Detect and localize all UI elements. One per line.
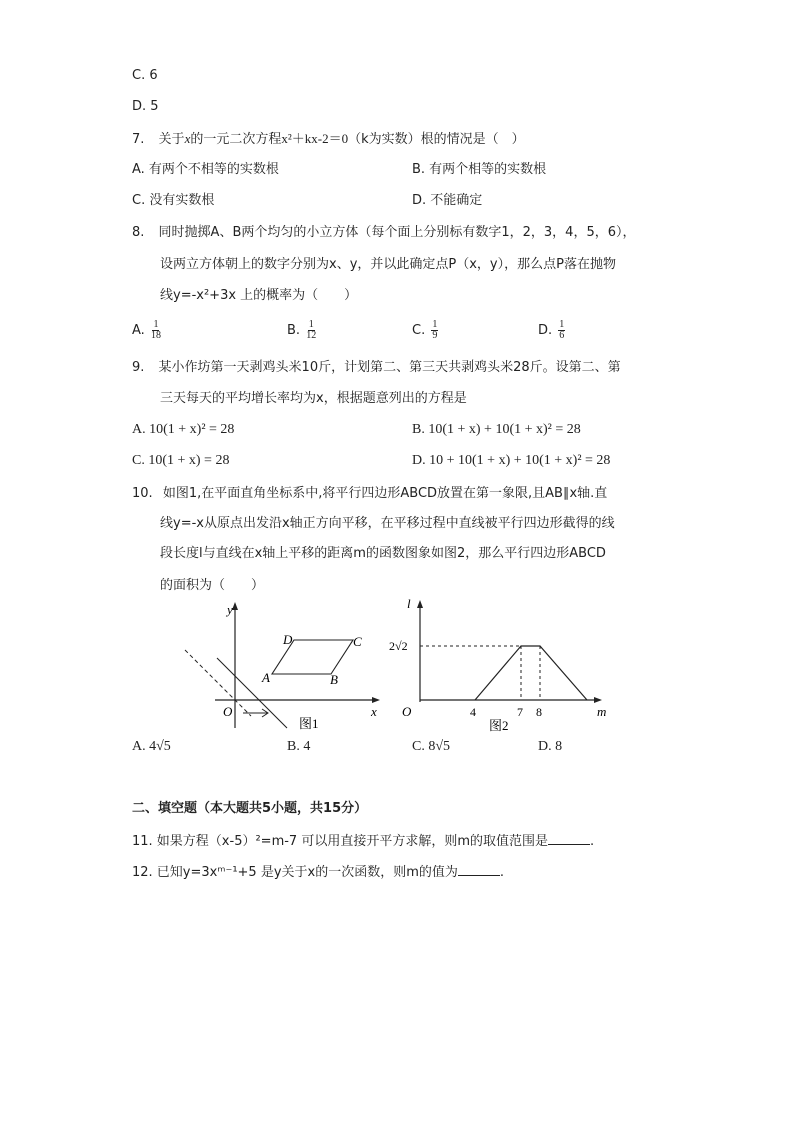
q10-number: 10. [132,486,153,501]
fig1-point-c: C [353,634,362,649]
q9-line2: 三天每天的平均增长率均为x，根据题意列出的方程是 [160,391,467,406]
q9-option-c: C. 10(1 + x) = 28 [132,453,230,468]
fig2-m-label: m [597,704,607,719]
q7-option-a: A. 有两个不相等的实数根 [132,162,279,177]
q8-option-d [538,320,565,341]
q8-d-num: 1 [559,319,565,330]
q8-a-fraction [151,320,161,341]
q8-line3: 线y=-x²+3x 上的概率为（ ） [160,288,358,303]
q12-text: 12. 已知y=3xᵐ⁻¹+5 是y关于x的一次函数，则m的值为 [132,865,458,880]
fig1-y-label: y [227,602,233,617]
fig1-point-d: D [283,632,293,647]
q8-text-1: 同时抛掷A、B两个均匀的小立方体（每个面上分别标有数字1，2，3，4，5，6）， [158,225,636,240]
q10-text-1: 如图1,在平面直角坐标系中,将平行四边形ABCD放置在第一象限,且AB∥x轴.直 [162,486,608,501]
q8-a-den: 18 [150,330,161,341]
q9-number: 9. [132,360,145,375]
fig2-y-tick: 2√2 [389,639,408,653]
fig2-l-arrow [417,600,423,608]
q9-option-a: A. 10(1 + x)² = 28 [132,422,235,437]
fig1-point-a: A [262,670,270,685]
fig1-y-arrow [232,602,238,610]
fig2-graph [475,646,587,700]
fig2-tick-7: 7 [517,705,523,719]
figure-1 [175,600,390,740]
q12-answer-blank[interactable] [458,863,500,876]
q11-end: . [590,834,595,849]
q7-stem [132,130,525,149]
q7-stem-b: 的一元二次方程 [190,132,282,147]
q8-c-num: 1 [432,319,438,330]
q8-c-label: C. [412,323,426,338]
q7-stem-x: x [184,131,191,146]
figure-2 [385,592,615,740]
q7-stem-c: （k为实数）根的情况是（ ） [348,132,525,147]
fig1-caption: 图1 [299,716,319,731]
fig2-caption: 图2 [489,718,509,733]
q8-b-label: B. [287,323,301,338]
q7-number: 7. [132,132,145,147]
fig1-dashed-line [185,650,251,716]
q10-option-d: D. 8 [538,739,563,754]
q9-option-b: B. 10(1 + x) + 10(1 + x)² = 28 [412,422,581,437]
fig1-origin-label: O [223,704,233,719]
q10-line1 [132,485,607,503]
q8-c-fraction [431,320,438,341]
q8-b-fraction [306,320,316,341]
q9-text-1: 某小作坊第一天剥鸡头米10斤，计划第二、第三天共剥鸡头米28斤。设第二、第 [158,360,621,375]
q10-line4: 的面积为（ ） [160,578,265,593]
q8-line2: 设两立方体朝上的数字分别为x、y，并以此确定点P（x，y），那么点P落在抛物 [160,257,616,272]
q10-line3: 段长度l与直线在x轴上平移的距离m的函数图象如图2，那么平行四边形ABCD [160,546,606,561]
q9-line1 [132,359,621,377]
fig2-tick-4: 4 [470,705,476,719]
fig1-x-label: x [371,704,377,719]
q8-a-num: 1 [153,319,159,330]
q8-b-num: 1 [308,319,314,330]
q7-stem-a: 关于 [158,132,185,147]
q11-text: 11. 如果方程（x-5）²=m-7 可以用直接开平方求解，则m的取值范围是 [132,834,548,849]
q9-option-d: D. 10 + 10(1 + x) + 10(1 + x)² = 28 [412,453,611,468]
q8-option-b [287,320,316,341]
q6-option-d: D. 5 [132,99,159,114]
fig2-m-arrow [594,697,602,703]
q10-option-c: C. 8√5 [412,739,451,754]
q8-d-den: 6 [559,330,565,341]
fig1-x-arrow [372,697,380,703]
q8-option-a [132,320,161,341]
q8-d-fraction [558,320,565,341]
q12-end: . [499,865,505,880]
q8-b-den: 12 [306,330,317,341]
fig2-origin-label: O [402,704,412,719]
q10-line2: 线y=-x从原点出发沿x轴正方向平移，在平移过程中直线被平行四边形截得的线 [160,516,615,531]
q10-option-a: A. 4√5 [132,739,171,754]
fig2-l-label: l [407,596,411,611]
q11 [132,832,594,851]
q8-a-label: A. [132,323,145,338]
q8-number: 8. [132,225,145,240]
q7-option-d: D. 不能确定 [412,193,483,208]
q6-option-c: C. 6 [132,68,158,83]
q8-line1 [132,224,636,242]
fig1-point-b: B [330,672,338,687]
q8-d-label: D. [538,323,553,338]
fig2-tick-8: 8 [536,705,542,719]
q10-option-b: B. 4 [287,739,311,754]
q11-answer-blank[interactable] [548,832,590,845]
q8-c-den: 9 [432,330,438,341]
q7-option-b: B. 有两个相等的实数根 [412,162,547,177]
q7-equation: x²＋kx-2＝0 [281,131,349,146]
q7-option-c: C. 没有实数根 [132,193,215,208]
q12 [132,863,504,882]
section-2-title: 二、填空题（本大题共5小题，共15分） [132,801,368,816]
q8-option-c [412,320,438,341]
